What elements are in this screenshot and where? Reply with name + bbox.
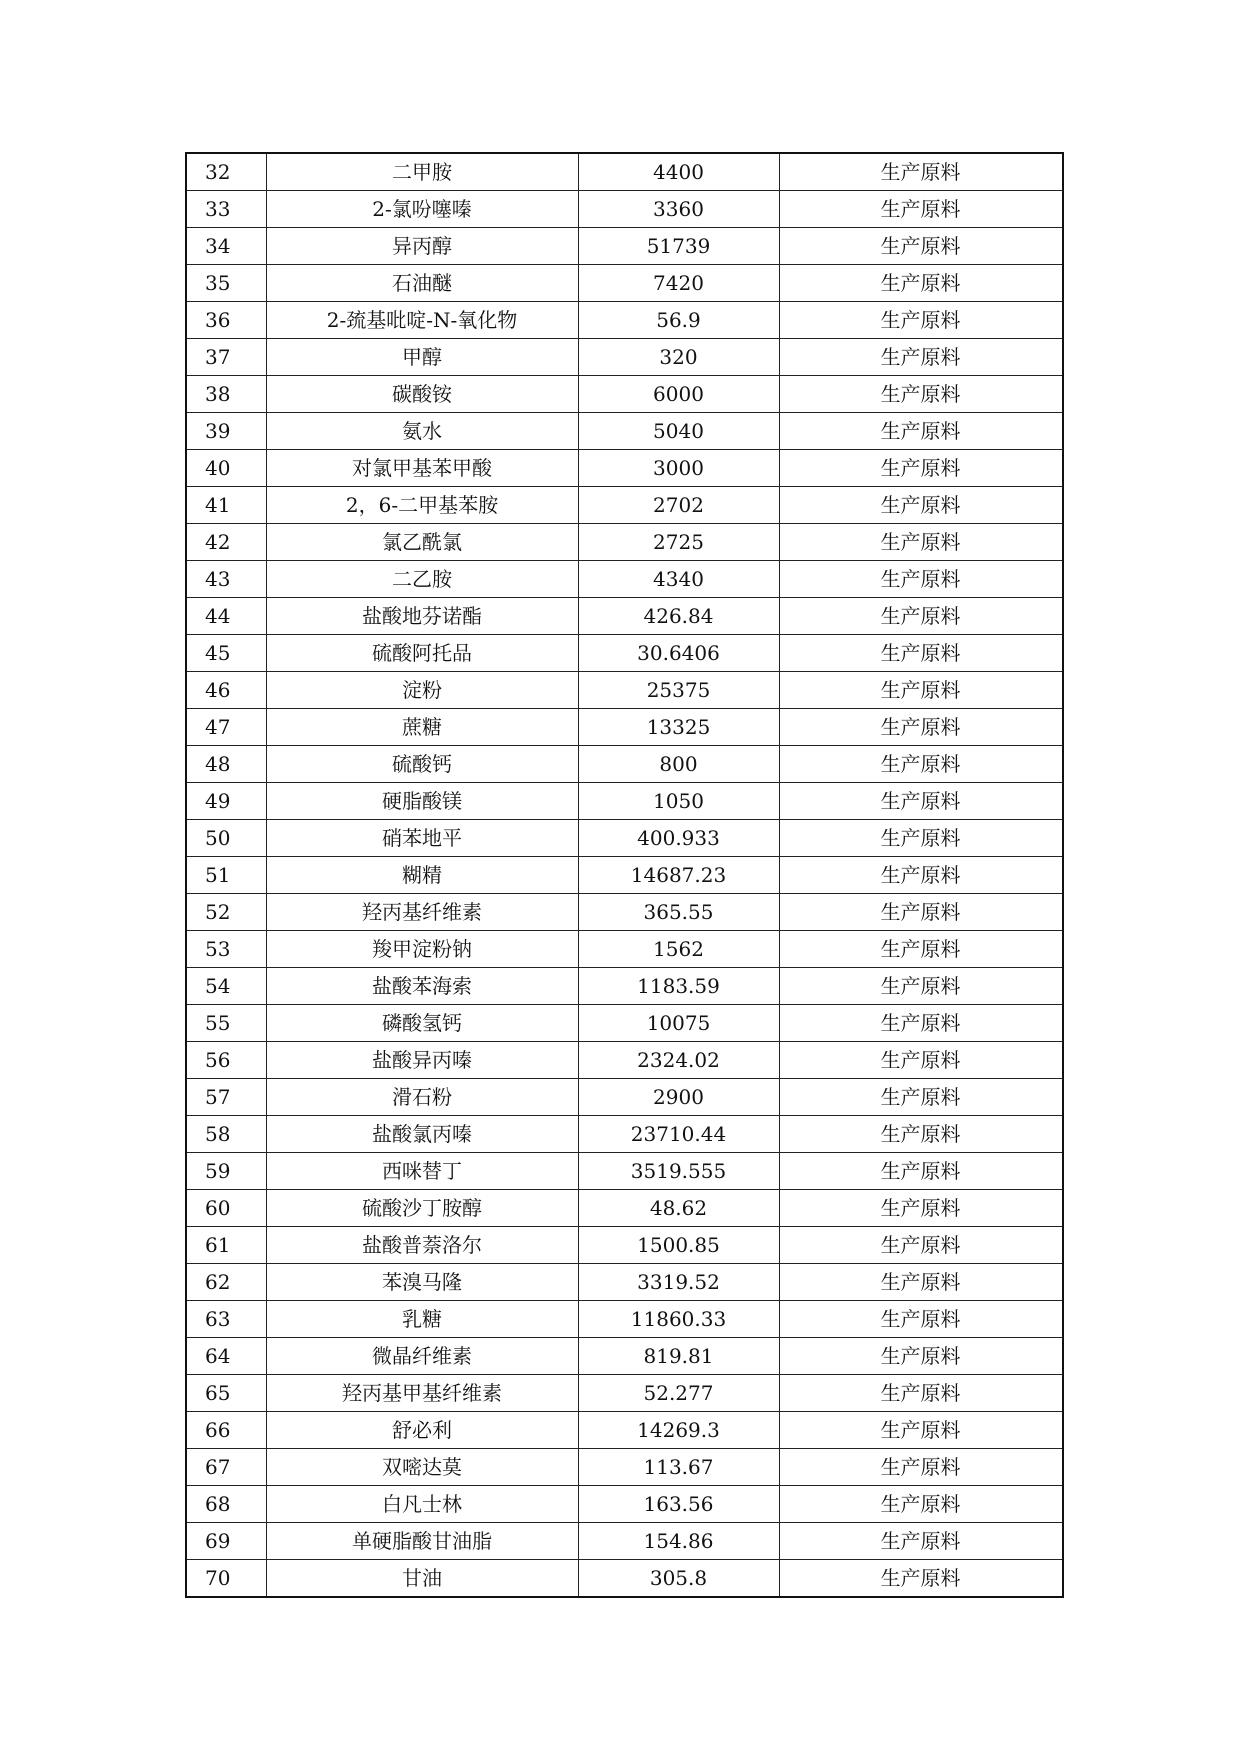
row-number-cell: 38 <box>186 376 266 413</box>
quantity-cell: 3360 <box>578 191 779 228</box>
quantity-cell: 2324.02 <box>578 1042 779 1079</box>
row-number-cell: 50 <box>186 820 266 857</box>
material-name-cell: 硫酸阿托品 <box>266 635 578 672</box>
material-name-cell: 硬脂酸镁 <box>266 783 578 820</box>
quantity-cell: 51739 <box>578 228 779 265</box>
table-row <box>186 1079 1063 1116</box>
row-number-cell: 57 <box>186 1079 266 1116</box>
usage-cell: 生产原料 <box>779 191 1063 228</box>
table-row <box>186 450 1063 487</box>
usage-cell: 生产原料 <box>779 931 1063 968</box>
material-name-cell: 白凡士林 <box>266 1486 578 1523</box>
row-number-cell: 61 <box>186 1227 266 1264</box>
material-name-cell: 舒必利 <box>266 1412 578 1449</box>
table-row <box>186 1486 1063 1523</box>
row-number-cell: 39 <box>186 413 266 450</box>
table-row <box>186 1301 1063 1338</box>
quantity-cell: 4400 <box>578 153 779 191</box>
material-name-cell: 2-氯吩噻嗪 <box>266 191 578 228</box>
quantity-cell: 56.9 <box>578 302 779 339</box>
row-number-cell: 49 <box>186 783 266 820</box>
usage-cell: 生产原料 <box>779 1560 1063 1598</box>
material-name-cell: 二乙胺 <box>266 561 578 598</box>
quantity-cell: 3519.555 <box>578 1153 779 1190</box>
row-number-cell: 42 <box>186 524 266 561</box>
material-name-cell: 硫酸沙丁胺醇 <box>266 1190 578 1227</box>
row-number-cell: 64 <box>186 1338 266 1375</box>
material-name-cell: 碳酸铵 <box>266 376 578 413</box>
material-name-cell: 二甲胺 <box>266 153 578 191</box>
table-row <box>186 968 1063 1005</box>
material-name-cell: 石油醚 <box>266 265 578 302</box>
quantity-cell: 320 <box>578 339 779 376</box>
material-name-cell: 盐酸异丙嗪 <box>266 1042 578 1079</box>
usage-cell: 生产原料 <box>779 894 1063 931</box>
material-name-cell: 滑石粉 <box>266 1079 578 1116</box>
row-number-cell: 34 <box>186 228 266 265</box>
row-number-cell: 66 <box>186 1412 266 1449</box>
quantity-cell: 7420 <box>578 265 779 302</box>
usage-cell: 生产原料 <box>779 1227 1063 1264</box>
quantity-cell: 14687.23 <box>578 857 779 894</box>
table-row <box>186 857 1063 894</box>
table-row <box>186 561 1063 598</box>
table-row <box>186 1227 1063 1264</box>
table-row <box>186 1264 1063 1301</box>
quantity-cell: 1183.59 <box>578 968 779 1005</box>
material-name-cell: 西咪替丁 <box>266 1153 578 1190</box>
usage-cell: 生产原料 <box>779 1301 1063 1338</box>
material-name-cell: 对氯甲基苯甲酸 <box>266 450 578 487</box>
material-name-cell: 盐酸地芬诺酯 <box>266 598 578 635</box>
row-number-cell: 58 <box>186 1116 266 1153</box>
quantity-cell: 48.62 <box>578 1190 779 1227</box>
table-row <box>186 1560 1063 1598</box>
usage-cell: 生产原料 <box>779 1153 1063 1190</box>
table-row <box>186 894 1063 931</box>
usage-cell: 生产原料 <box>779 1042 1063 1079</box>
material-name-cell: 单硬脂酸甘油脂 <box>266 1523 578 1560</box>
usage-cell: 生产原料 <box>779 413 1063 450</box>
table-row <box>186 487 1063 524</box>
table-row <box>186 1153 1063 1190</box>
quantity-cell: 1500.85 <box>578 1227 779 1264</box>
usage-cell: 生产原料 <box>779 524 1063 561</box>
usage-cell: 生产原料 <box>779 820 1063 857</box>
material-name-cell: 羧甲淀粉钠 <box>266 931 578 968</box>
material-name-cell: 氨水 <box>266 413 578 450</box>
quantity-cell: 6000 <box>578 376 779 413</box>
row-number-cell: 37 <box>186 339 266 376</box>
table-row <box>186 1116 1063 1153</box>
row-number-cell: 65 <box>186 1375 266 1412</box>
quantity-cell: 4340 <box>578 561 779 598</box>
quantity-cell: 11860.33 <box>578 1301 779 1338</box>
usage-cell: 生产原料 <box>779 709 1063 746</box>
quantity-cell: 25375 <box>578 672 779 709</box>
table-body <box>186 153 1063 1597</box>
material-name-cell: 盐酸苯海索 <box>266 968 578 1005</box>
row-number-cell: 70 <box>186 1560 266 1598</box>
usage-cell: 生产原料 <box>779 1449 1063 1486</box>
raw-materials-table <box>185 152 1064 1598</box>
row-number-cell: 60 <box>186 1190 266 1227</box>
quantity-cell: 2702 <box>578 487 779 524</box>
table-row <box>186 1412 1063 1449</box>
quantity-cell: 10075 <box>578 1005 779 1042</box>
material-name-cell: 双嘧达莫 <box>266 1449 578 1486</box>
usage-cell: 生产原料 <box>779 228 1063 265</box>
row-number-cell: 41 <box>186 487 266 524</box>
usage-cell: 生产原料 <box>779 1264 1063 1301</box>
material-name-cell: 乳糖 <box>266 1301 578 1338</box>
material-name-cell: 盐酸普萘洛尔 <box>266 1227 578 1264</box>
quantity-cell: 1562 <box>578 931 779 968</box>
quantity-cell: 3319.52 <box>578 1264 779 1301</box>
usage-cell: 生产原料 <box>779 1005 1063 1042</box>
usage-cell: 生产原料 <box>779 302 1063 339</box>
table-row <box>186 1375 1063 1412</box>
material-name-cell: 糊精 <box>266 857 578 894</box>
row-number-cell: 45 <box>186 635 266 672</box>
material-name-cell: 2，6-二甲基苯胺 <box>266 487 578 524</box>
quantity-cell: 154.86 <box>578 1523 779 1560</box>
row-number-cell: 55 <box>186 1005 266 1042</box>
quantity-cell: 163.56 <box>578 1486 779 1523</box>
table-row <box>186 783 1063 820</box>
table-row <box>186 339 1063 376</box>
usage-cell: 生产原料 <box>779 1523 1063 1560</box>
table-row <box>186 191 1063 228</box>
material-name-cell: 氯乙酰氯 <box>266 524 578 561</box>
table-row <box>186 598 1063 635</box>
row-number-cell: 56 <box>186 1042 266 1079</box>
quantity-cell: 52.277 <box>578 1375 779 1412</box>
row-number-cell: 44 <box>186 598 266 635</box>
table-row <box>186 524 1063 561</box>
table-row <box>186 302 1063 339</box>
material-name-cell: 异丙醇 <box>266 228 578 265</box>
quantity-cell: 30.6406 <box>578 635 779 672</box>
usage-cell: 生产原料 <box>779 672 1063 709</box>
usage-cell: 生产原料 <box>779 1116 1063 1153</box>
quantity-cell: 800 <box>578 746 779 783</box>
material-name-cell: 苯溴马隆 <box>266 1264 578 1301</box>
usage-cell: 生产原料 <box>779 376 1063 413</box>
material-name-cell: 硝苯地平 <box>266 820 578 857</box>
quantity-cell: 365.55 <box>578 894 779 931</box>
row-number-cell: 36 <box>186 302 266 339</box>
usage-cell: 生产原料 <box>779 783 1063 820</box>
usage-cell: 生产原料 <box>779 1486 1063 1523</box>
row-number-cell: 69 <box>186 1523 266 1560</box>
row-number-cell: 43 <box>186 561 266 598</box>
row-number-cell: 67 <box>186 1449 266 1486</box>
material-name-cell: 淀粉 <box>266 672 578 709</box>
quantity-cell: 400.933 <box>578 820 779 857</box>
usage-cell: 生产原料 <box>779 561 1063 598</box>
material-name-cell: 盐酸氯丙嗪 <box>266 1116 578 1153</box>
usage-cell: 生产原料 <box>779 450 1063 487</box>
row-number-cell: 52 <box>186 894 266 931</box>
table-row <box>186 820 1063 857</box>
material-name-cell: 磷酸氢钙 <box>266 1005 578 1042</box>
material-name-cell: 羟丙基纤维素 <box>266 894 578 931</box>
usage-cell: 生产原料 <box>779 1412 1063 1449</box>
material-name-cell: 2-巯基吡啶-N-氧化物 <box>266 302 578 339</box>
quantity-cell: 23710.44 <box>578 1116 779 1153</box>
table-row <box>186 635 1063 672</box>
row-number-cell: 47 <box>186 709 266 746</box>
material-name-cell: 微晶纤维素 <box>266 1338 578 1375</box>
quantity-cell: 113.67 <box>578 1449 779 1486</box>
row-number-cell: 46 <box>186 672 266 709</box>
quantity-cell: 2900 <box>578 1079 779 1116</box>
table-row <box>186 1005 1063 1042</box>
row-number-cell: 48 <box>186 746 266 783</box>
usage-cell: 生产原料 <box>779 968 1063 1005</box>
quantity-cell: 5040 <box>578 413 779 450</box>
table-row <box>186 1190 1063 1227</box>
table-row <box>186 1042 1063 1079</box>
table-row <box>186 265 1063 302</box>
row-number-cell: 53 <box>186 931 266 968</box>
quantity-cell: 305.8 <box>578 1560 779 1598</box>
row-number-cell: 33 <box>186 191 266 228</box>
row-number-cell: 68 <box>186 1486 266 1523</box>
material-name-cell: 甲醇 <box>266 339 578 376</box>
row-number-cell: 63 <box>186 1301 266 1338</box>
usage-cell: 生产原料 <box>779 1375 1063 1412</box>
material-name-cell: 硫酸钙 <box>266 746 578 783</box>
usage-cell: 生产原料 <box>779 1079 1063 1116</box>
row-number-cell: 32 <box>186 153 266 191</box>
quantity-cell: 13325 <box>578 709 779 746</box>
usage-cell: 生产原料 <box>779 153 1063 191</box>
quantity-cell: 3000 <box>578 450 779 487</box>
row-number-cell: 59 <box>186 1153 266 1190</box>
table-row <box>186 1449 1063 1486</box>
material-name-cell: 甘油 <box>266 1560 578 1598</box>
row-number-cell: 35 <box>186 265 266 302</box>
usage-cell: 生产原料 <box>779 746 1063 783</box>
row-number-cell: 62 <box>186 1264 266 1301</box>
table-row <box>186 376 1063 413</box>
usage-cell: 生产原料 <box>779 635 1063 672</box>
quantity-cell: 426.84 <box>578 598 779 635</box>
table-row <box>186 746 1063 783</box>
quantity-cell: 1050 <box>578 783 779 820</box>
quantity-cell: 14269.3 <box>578 1412 779 1449</box>
usage-cell: 生产原料 <box>779 487 1063 524</box>
table-row <box>186 1338 1063 1375</box>
quantity-cell: 819.81 <box>578 1338 779 1375</box>
table-row <box>186 672 1063 709</box>
usage-cell: 生产原料 <box>779 1338 1063 1375</box>
row-number-cell: 40 <box>186 450 266 487</box>
table-row <box>186 931 1063 968</box>
table-row <box>186 228 1063 265</box>
quantity-cell: 2725 <box>578 524 779 561</box>
row-number-cell: 51 <box>186 857 266 894</box>
row-number-cell: 54 <box>186 968 266 1005</box>
usage-cell: 生产原料 <box>779 857 1063 894</box>
table-row <box>186 1523 1063 1560</box>
table-row <box>186 153 1063 191</box>
material-name-cell: 羟丙基甲基纤维素 <box>266 1375 578 1412</box>
usage-cell: 生产原料 <box>779 265 1063 302</box>
usage-cell: 生产原料 <box>779 1190 1063 1227</box>
usage-cell: 生产原料 <box>779 598 1063 635</box>
usage-cell: 生产原料 <box>779 339 1063 376</box>
table-row <box>186 413 1063 450</box>
material-name-cell: 蔗糖 <box>266 709 578 746</box>
table-row <box>186 709 1063 746</box>
